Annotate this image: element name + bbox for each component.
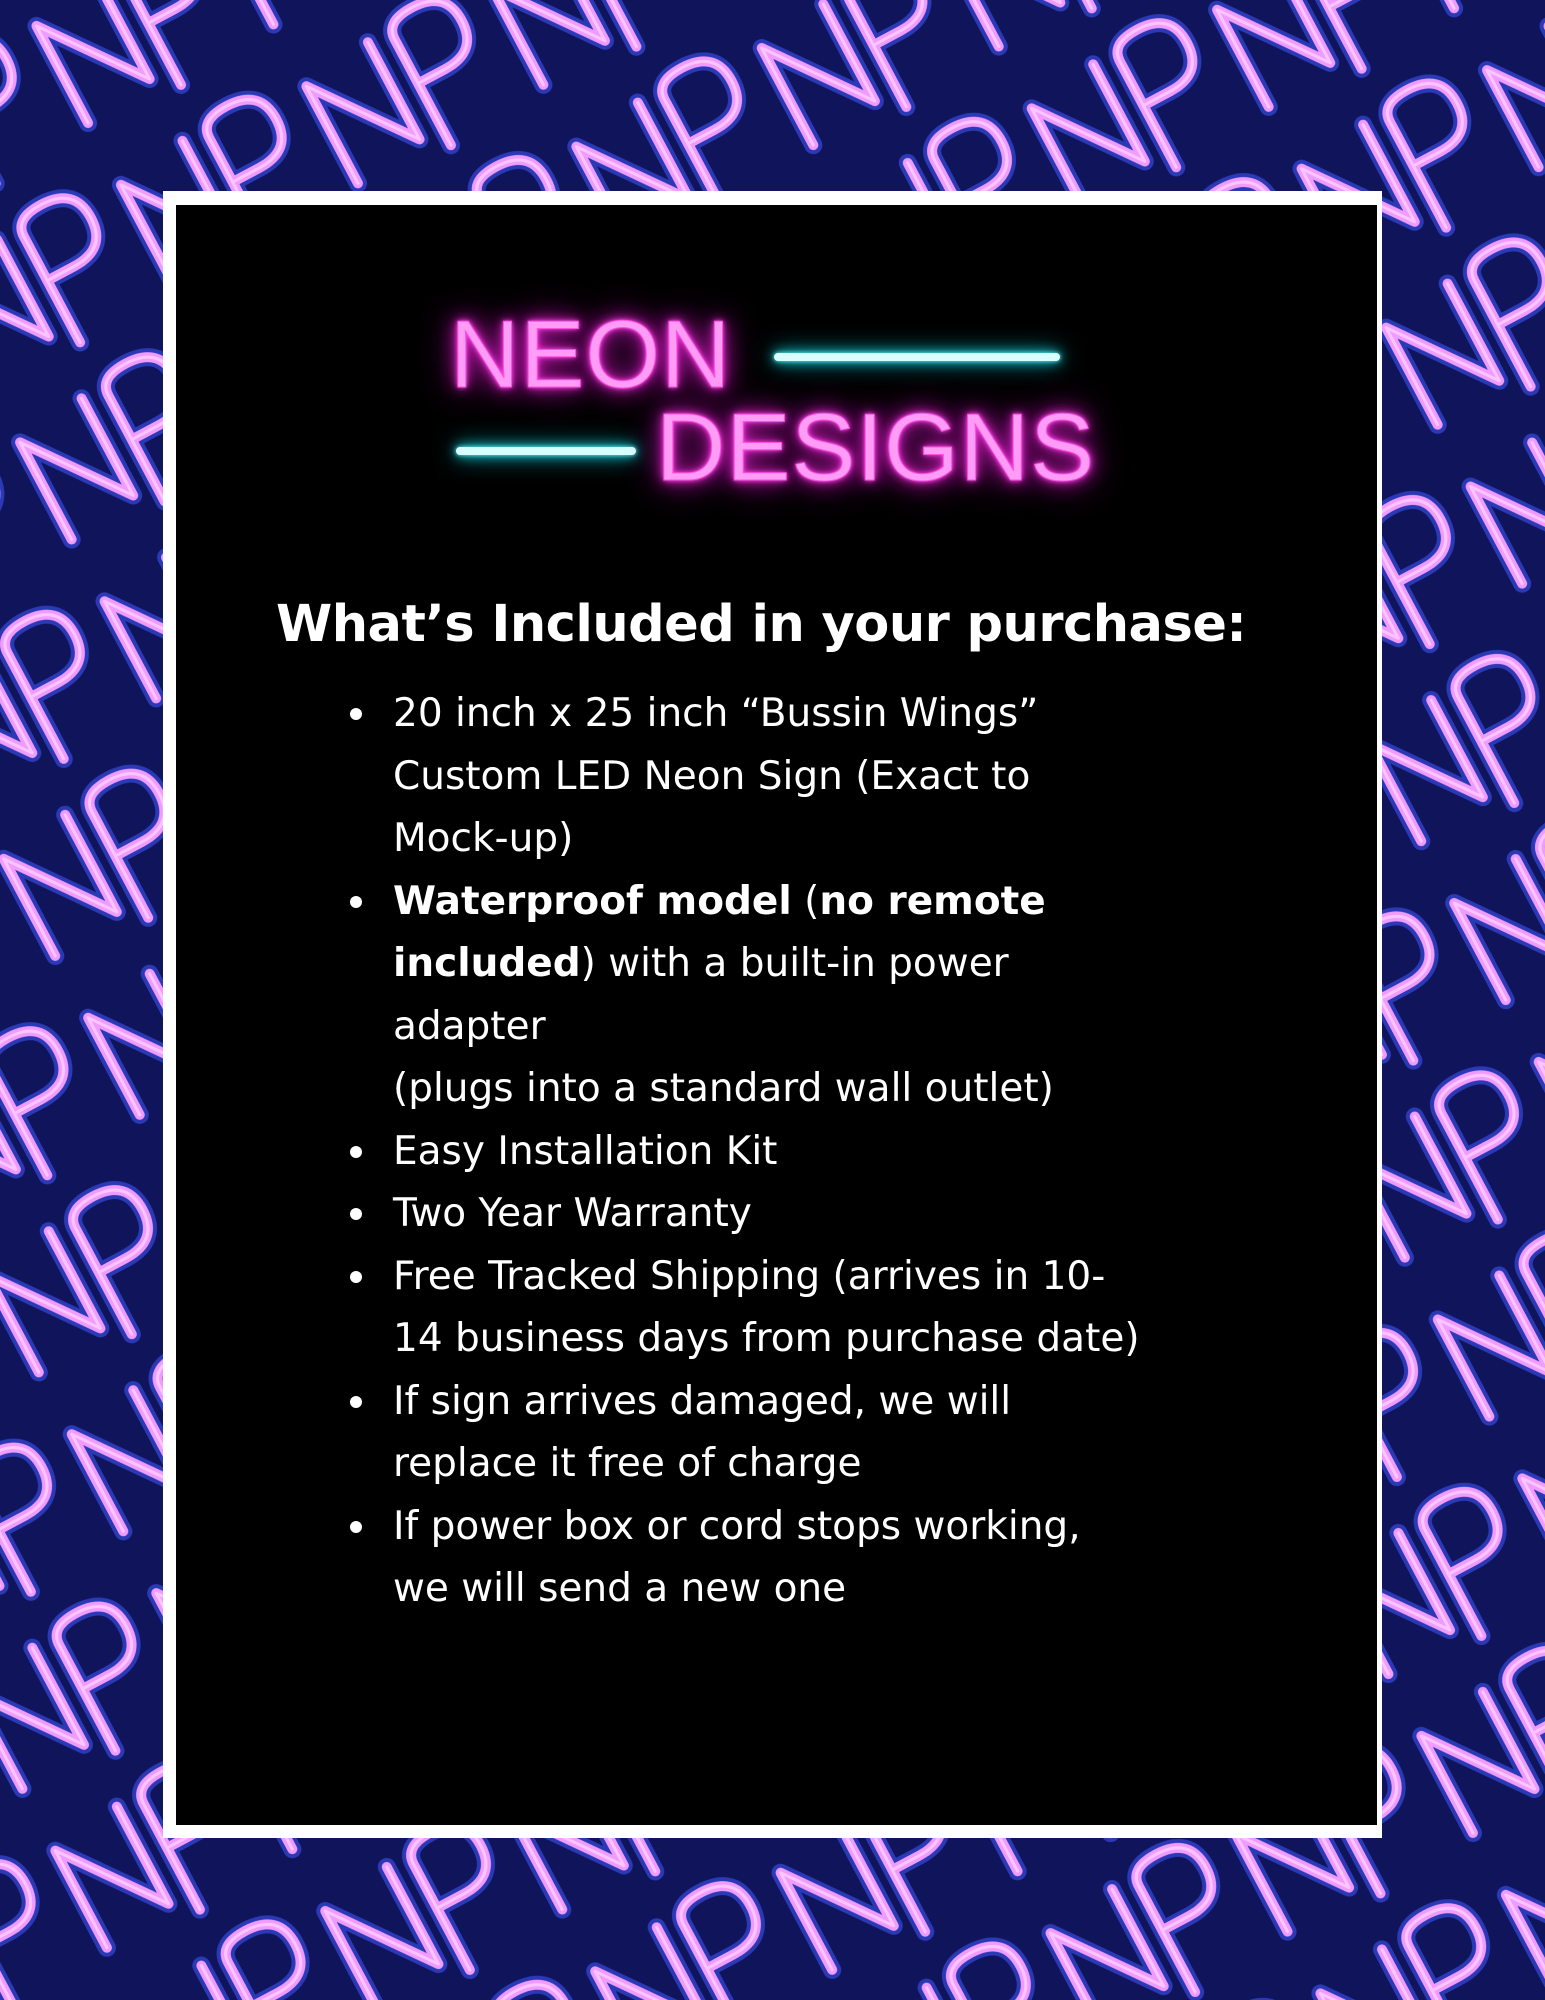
bullet-icon bbox=[350, 1271, 362, 1283]
item-bold-text: Waterproof model bbox=[393, 878, 792, 924]
list-item bbox=[340, 1183, 1240, 1246]
item-line: Free Tracked Shipping (arrives in 10- bbox=[393, 1253, 1106, 1299]
list-item bbox=[340, 871, 1240, 1121]
item-bold-text: included bbox=[393, 941, 581, 986]
item-line bbox=[393, 871, 1240, 934]
bullet-icon bbox=[350, 1396, 362, 1408]
list-item bbox=[340, 1246, 1240, 1371]
included-items-list bbox=[340, 683, 1240, 1621]
item-line: (plugs into a standard wall outlet) bbox=[393, 1066, 1054, 1111]
bullet-icon bbox=[350, 1521, 362, 1533]
list-item bbox=[340, 1121, 1240, 1184]
bullet-icon bbox=[350, 1146, 362, 1158]
item-line: Custom LED Neon Sign (Exact to bbox=[393, 753, 1031, 799]
item-line: 14 business days from purchase date) bbox=[393, 1316, 1140, 1361]
item-line: Two Year Warranty bbox=[393, 1191, 752, 1236]
item-line: replace it free of charge bbox=[393, 1441, 862, 1486]
item-line: If power box or cord stops working, bbox=[393, 1503, 1081, 1549]
item-bold-text: no remote bbox=[819, 878, 1046, 924]
item-line: Easy Installation Kit bbox=[393, 1128, 778, 1174]
item-line: we will send a new one bbox=[393, 1566, 847, 1611]
list-item bbox=[340, 683, 1240, 871]
item-line: Mock-up) bbox=[393, 816, 574, 861]
bullet-icon bbox=[350, 708, 362, 720]
logo-neon-bar-top bbox=[774, 353, 1060, 361]
logo-neon-bar-bottom bbox=[456, 447, 636, 455]
list-item bbox=[340, 1496, 1240, 1621]
page-heading: What’s Included in your purchase: bbox=[276, 595, 1247, 654]
neon-designs-logo bbox=[420, 295, 1100, 515]
logo-word-designs: DESIGNS bbox=[656, 394, 1096, 501]
item-line bbox=[393, 933, 1240, 996]
bullet-icon bbox=[350, 896, 362, 908]
bullet-icon bbox=[350, 1208, 362, 1220]
list-item bbox=[340, 1371, 1240, 1496]
item-text: ) with a built-in power bbox=[580, 941, 1009, 986]
logo-word-neon: NEON bbox=[450, 301, 732, 408]
item-line: If sign arrives damaged, we will bbox=[393, 1378, 1012, 1424]
item-line: 20 inch x 25 inch “Bussin Wings” bbox=[393, 691, 1039, 736]
item-text: ( bbox=[791, 878, 820, 924]
item-line: adapter bbox=[393, 1003, 546, 1049]
